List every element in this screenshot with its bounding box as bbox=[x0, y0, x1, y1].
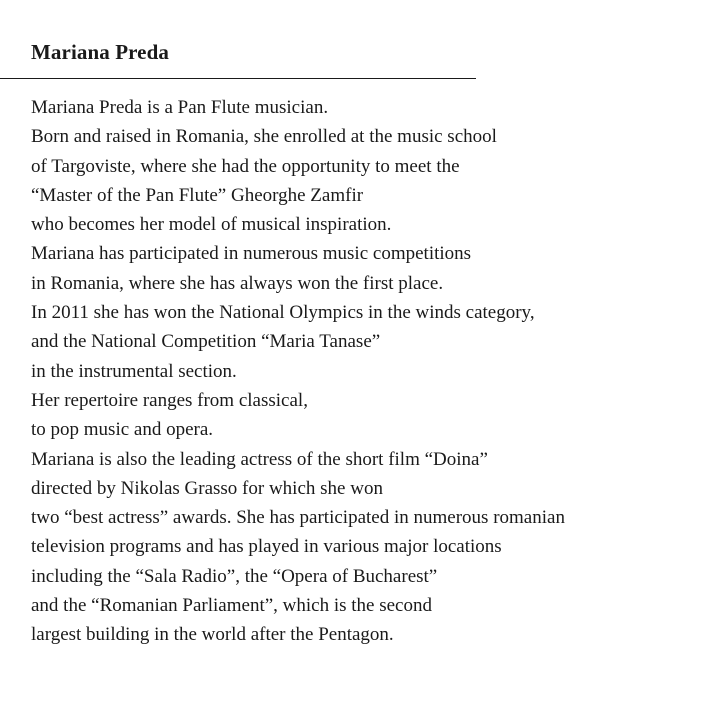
text-line: and the “Romanian Parliament”, which is the second bbox=[31, 595, 432, 617]
text-line: directed by Nikolas Grasso for which she won bbox=[31, 477, 383, 499]
text-line: television programs and has played in various major locations bbox=[31, 536, 502, 558]
text-line: In 2011 she has won the National Olympics in the winds category, bbox=[31, 302, 535, 324]
text-line: including the “Sala Radio”, the “Opera of Bucharest” bbox=[31, 565, 438, 587]
text-line: Her repertoire ranges from classical, bbox=[31, 389, 308, 411]
text-line: of Targoviste, where she had the opportunity to meet the bbox=[31, 155, 460, 177]
text-line: Mariana is also the leading actress of the short film “Doina” bbox=[31, 448, 488, 470]
text-line: who becomes her model of musical inspiration. bbox=[31, 214, 392, 236]
text-line: in the instrumental section. bbox=[31, 360, 237, 382]
text-line: largest building in the world after the Pentagon. bbox=[31, 624, 394, 646]
text-line: in Romania, where she has always won the first place. bbox=[31, 272, 444, 294]
title-divider bbox=[0, 78, 476, 79]
text-line: Mariana Preda is a Pan Flute musician. bbox=[31, 97, 329, 118]
text-line: and the National Competition “Maria Tanase” bbox=[31, 331, 381, 353]
text-line: two “best actress” awards. She has participated in numerous romanian bbox=[31, 507, 565, 529]
text-line: to pop music and opera. bbox=[31, 419, 214, 441]
text-line: Born and raised in Romania, she enrolled at the music school bbox=[31, 126, 497, 148]
page-title: Mariana Preda bbox=[31, 40, 169, 64]
text-line: Mariana has participated in numerous music competitions bbox=[31, 243, 472, 265]
biography-text bbox=[31, 93, 565, 650]
text-line: “Master of the Pan Flute” Gheorghe Zamfir bbox=[31, 184, 364, 206]
